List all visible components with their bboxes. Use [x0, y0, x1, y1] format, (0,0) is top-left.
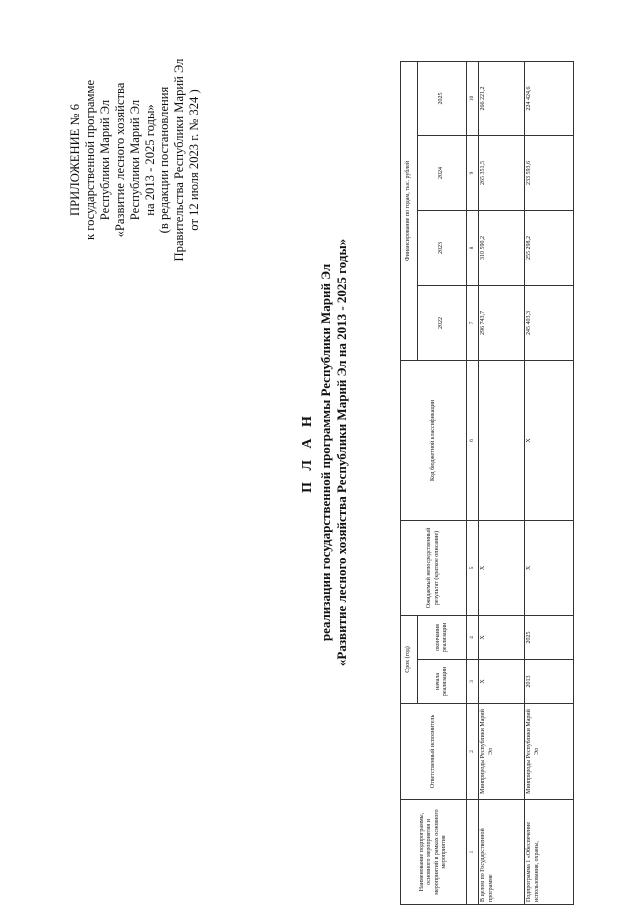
appendix-line: Республики Марий Эл — [127, 99, 142, 221]
appendix-line: Правительства Республики Марий Эл — [172, 58, 187, 262]
column-number: 3 — [467, 660, 479, 704]
header-term-end: окончания реализации — [418, 615, 467, 659]
cell-kbk: Х — [525, 360, 574, 520]
column-number: 9 — [467, 135, 479, 210]
column-number: 7 — [467, 285, 479, 360]
cell-result: Х — [525, 520, 574, 615]
column-number: 10 — [467, 61, 479, 135]
appendix-line: к государственной программе — [82, 79, 97, 241]
cell-amount: 255 298,2 — [525, 210, 574, 285]
column-number: 8 — [467, 210, 479, 285]
column-number: 5 — [467, 520, 479, 615]
plan-table — [400, 61, 574, 905]
cell-start: 2013 — [525, 660, 574, 704]
appendix-line: от 12 июля 2023 г. № 324 ) — [187, 89, 202, 231]
cell-end: Х — [479, 615, 525, 659]
plan-subtitle: «Развитие лесного хозяйства Республики Марий Эл на 2013 - 2025 годы» — [334, 238, 349, 667]
header-term-start: начала реализации — [418, 660, 467, 704]
cell-amount: 296 743,7 — [479, 285, 525, 360]
appendix-line: Республики Марий Эл — [97, 99, 112, 221]
header-executor: Ответственный исполнитель — [401, 704, 467, 800]
column-number: 6 — [467, 360, 479, 520]
cell-kbk — [479, 360, 525, 520]
cell-amount: 233 593,6 — [525, 135, 574, 210]
plan-subtitle: реализации государственной программы Республики Марий Эл — [318, 263, 333, 642]
cell-end: 2025 — [525, 615, 574, 659]
appendix-line: ПРИЛОЖЕНИЕ № 6 — [68, 104, 82, 216]
cell-amount: 224 424,6 — [525, 61, 574, 135]
cell-amount: 245 403,3 — [525, 285, 574, 360]
plan-title: П Л А Н — [300, 412, 315, 493]
header-kbk: Код бюджетной классификации — [401, 360, 467, 520]
appendix-line: (в редакции постановления — [157, 86, 172, 234]
header-year: 2024 — [418, 135, 467, 210]
header-year: 2022 — [418, 285, 467, 360]
plan-title-block — [300, 0, 350, 905]
column-number: 1 — [467, 800, 479, 905]
header-financing: Финансирование по годам, тыс. рублей — [401, 61, 418, 360]
appendix-line: «Развитие лесного хозяйства — [112, 82, 127, 238]
cell-name: В целом по Государственной программе — [479, 800, 525, 905]
cell-executor: Минприроды Республики Марий Эл — [479, 704, 525, 800]
cell-amount: 266 221,2 — [479, 61, 525, 135]
header-year: 2023 — [418, 210, 467, 285]
header-term: Срок (год) — [401, 615, 418, 703]
cell-amount: 265 351,5 — [479, 135, 525, 210]
table-row — [525, 61, 574, 904]
table-row — [479, 61, 525, 904]
appendix-block — [68, 15, 202, 305]
cell-name: Подпрограмма 1 «Обеспечение использования, охраны, — [525, 800, 574, 905]
cell-start: Х — [479, 660, 525, 704]
cell-executor: Минприроды Республики Марий Эл — [525, 704, 574, 800]
column-number: 2 — [467, 704, 479, 800]
appendix-line: на 2013 - 2025 годы» — [142, 104, 157, 216]
header-name: Наименование подпрограммы, основного мероприятия и мероприятий в рамках основного мероприятия — [401, 800, 467, 905]
header-result: Ожидаемый непосредственный результат (краткое описание) — [401, 520, 467, 615]
cell-amount: 310 590,2 — [479, 210, 525, 285]
column-number: 4 — [467, 615, 479, 659]
cell-result: Х — [479, 520, 525, 615]
header-year: 2025 — [418, 61, 467, 135]
